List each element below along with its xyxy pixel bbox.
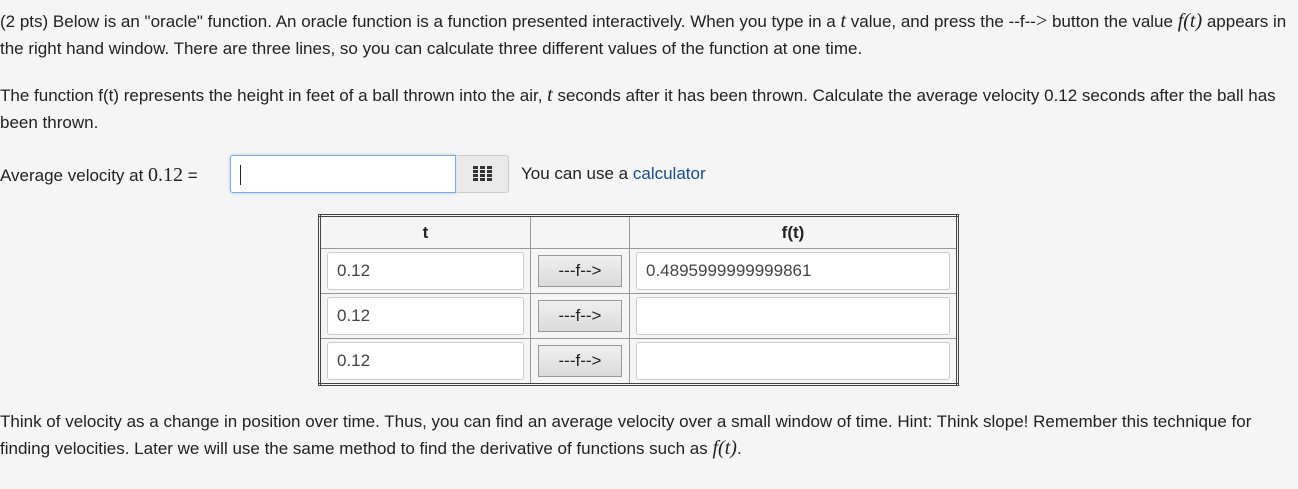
keypad-grid-icon bbox=[473, 166, 493, 182]
math-point: 0.12 bbox=[148, 163, 184, 186]
calculator-hint bbox=[521, 164, 706, 184]
t-input[interactable]: 0.12 bbox=[327, 342, 524, 380]
problem-text bbox=[0, 82, 1290, 136]
equals-sign: = bbox=[183, 165, 198, 185]
intro-text-part: (2 pts) Below is an "oracle" function. An oracle function is a function presented interactively. When you type in a bbox=[0, 12, 841, 31]
ft-output[interactable] bbox=[636, 342, 950, 380]
intro-text-part: button the value bbox=[1047, 12, 1178, 31]
average-velocity-input[interactable] bbox=[230, 155, 456, 193]
oracle-table bbox=[318, 214, 959, 386]
intro-text bbox=[0, 8, 1290, 62]
calculator-hint-text: You can use a bbox=[521, 164, 633, 183]
text-caret bbox=[240, 165, 241, 185]
math-ft: f(t) bbox=[712, 437, 737, 459]
problem-text-part: The function f(t) represents the height in feet of a ball thrown into the air, bbox=[0, 86, 548, 105]
hint-text bbox=[0, 408, 1290, 462]
intro-text-part: value, and press the --f-- bbox=[846, 12, 1036, 31]
oracle-row bbox=[320, 249, 958, 294]
ft-output[interactable]: 0.4895999999999861 bbox=[636, 252, 950, 290]
intro-text-part: appears in the right hand window. There are three lines, so you can calculate three different values of the function at one time. bbox=[0, 12, 1287, 58]
keypad-button[interactable] bbox=[457, 155, 509, 193]
ft-output[interactable] bbox=[636, 297, 950, 335]
math-ft: f(t) bbox=[1177, 10, 1203, 32]
oracle-row bbox=[320, 294, 958, 339]
hint-text-part: Think of velocity as a change in position over time. Thus, you can find an average velocity over a small window of time. Hint: Think slope! Remember this technique for finding velocities. Later we will use the same method to find the derivative of functions such as bbox=[0, 412, 1252, 458]
evaluate-f-button[interactable]: ---f--> bbox=[538, 300, 622, 332]
math-arrow: > bbox=[1035, 10, 1048, 32]
math-t: t bbox=[840, 10, 847, 32]
problem-text-part: seconds after it has been thrown. Calculate the average velocity 0.12 seconds after the ball has been thrown. bbox=[0, 86, 1276, 132]
answer-label-text: Average velocity at bbox=[0, 165, 149, 185]
header-t: t bbox=[320, 216, 531, 249]
hint-text-part: . bbox=[736, 439, 742, 458]
header-button bbox=[531, 216, 630, 249]
t-input[interactable]: 0.12 bbox=[327, 252, 524, 290]
evaluate-f-button[interactable]: ---f--> bbox=[538, 255, 622, 287]
t-input[interactable]: 0.12 bbox=[327, 297, 524, 335]
evaluate-f-button[interactable]: ---f--> bbox=[538, 345, 622, 377]
oracle-header-row bbox=[320, 216, 958, 249]
calculator-link[interactable]: calculator bbox=[632, 164, 706, 183]
header-ft: f(t) bbox=[630, 216, 958, 249]
math-t: t bbox=[547, 84, 553, 106]
oracle-row bbox=[320, 339, 958, 385]
